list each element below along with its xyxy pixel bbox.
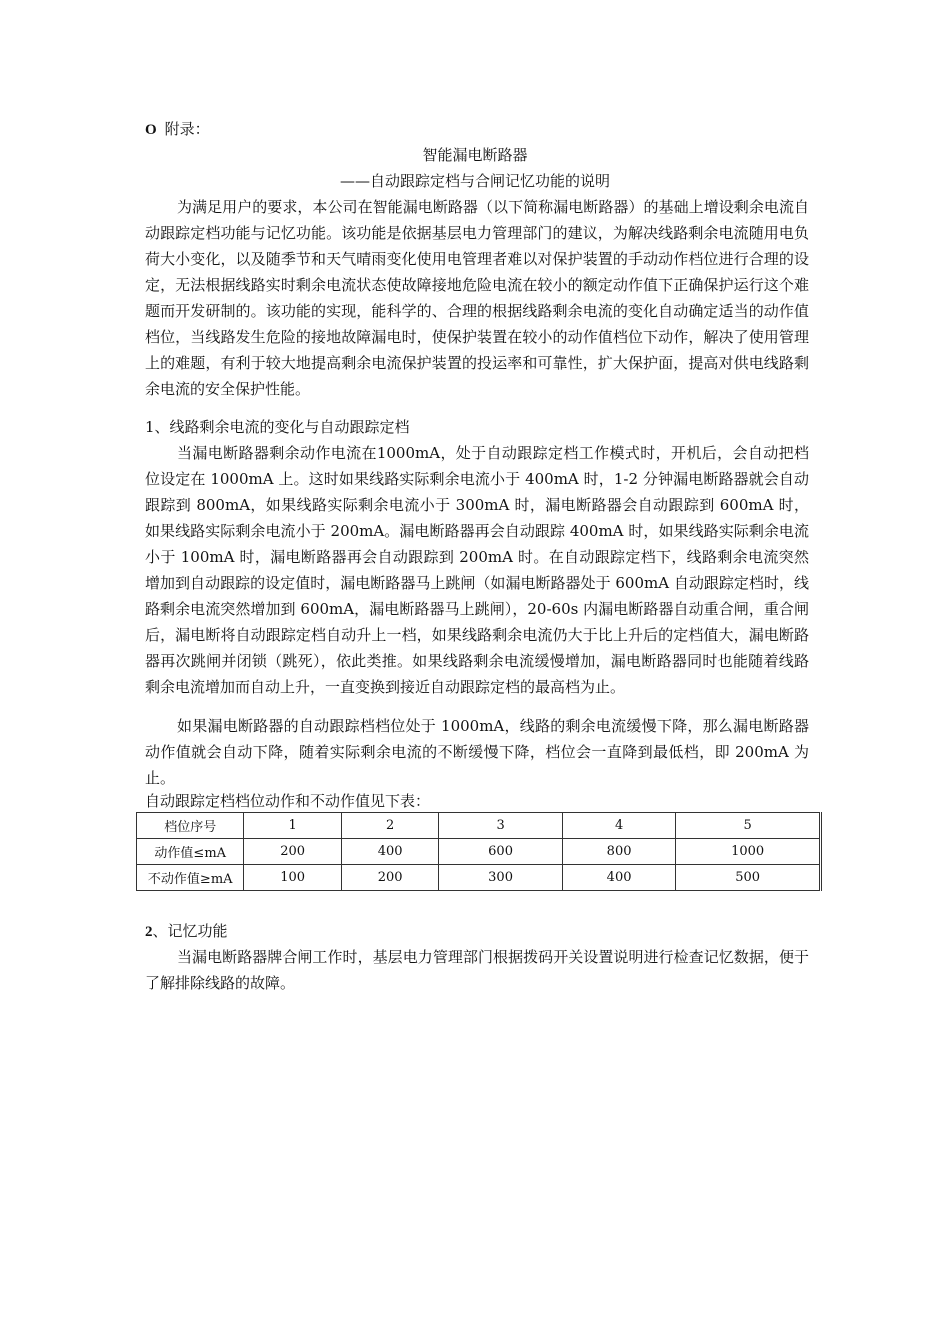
appendix-mark: O bbox=[145, 122, 157, 138]
appendix-heading bbox=[145, 116, 210, 143]
section1-paragraph2: 如果漏电断路器的自动跟踪档档位处于 1000mA，线路的剩余电流缓慢下降，那么漏电断路器动作值就会自动下降，随着实际剩余电流的不断缓慢下降，档位会一直降到最低档，即 200mA 为止。 bbox=[145, 717, 809, 787]
table-header-cell: 1 bbox=[244, 813, 341, 839]
table-header-cell: 2 bbox=[341, 813, 438, 839]
appendix-label: 附录： bbox=[164, 120, 210, 138]
section1-title: 1、线路剩余电流的变化与自动跟踪定档 bbox=[145, 418, 410, 436]
table-header-cell: 5 bbox=[676, 813, 821, 839]
table-cell: 200 bbox=[341, 865, 438, 891]
section2-number: 2 bbox=[145, 924, 153, 940]
table-cell: 200 bbox=[244, 839, 341, 865]
grade-table bbox=[136, 812, 822, 891]
section2-title-text: 、记忆功能 bbox=[152, 922, 228, 940]
intro-paragraph: 为满足用户的要求，本公司在智能漏电断路器（以下简称漏电断路器）的基础上增设剩余电流自动跟踪定档功能与记忆功能。该功能是依据基层电力管理部门的建议，为解决线路剩余电流随用电负荷大小变化，以及随季节和天气晴雨变化使用电管理者难以对保护装置的手动动作档位进行合理的设定，无法根据线路实时剩余电流状态使故障接地危险电流在较小的额定动作值下正确保护运行这个难题而开发研制的。该功能的实现，能科学的、合理的根据线路剩余电流的变化自动确定适当的动作值档位，当线路发生危险的接地故障漏电时，使保护装置在较小的动作值档位下动作，解决了使用管理上的难题，有利于较大地提高剩余电流保护装置的投运率和可靠性，扩大保护面，提高对供电线路剩余电流的安全保护性能。 bbox=[145, 198, 809, 398]
table-cell: 800 bbox=[562, 839, 675, 865]
table-cell: 300 bbox=[439, 865, 563, 891]
table-cell: 400 bbox=[341, 839, 438, 865]
table-cell: 500 bbox=[676, 865, 821, 891]
table-cell: 400 bbox=[562, 865, 675, 891]
section2-paragraph: 当漏电断路器牌合闸工作时，基层电力管理部门根据拨码开关设置说明进行检查记忆数据，便于了解排除线路的故障。 bbox=[145, 948, 809, 992]
table-header-cell: 3 bbox=[439, 813, 563, 839]
table-cell: 1000 bbox=[676, 839, 821, 865]
document-subtitle: ——自动跟踪定档与合闸记忆功能的说明 bbox=[339, 172, 610, 190]
section1-paragraph1: 当漏电断路器剩余动作电流在1000mA，处于自动跟踪定档工作模式时，开机后，会自动把档位设定在 1000mA 上。这时如果线路实际剩余电流小于 400mA 时，1-2 分钟漏电断路器就会自动跟踪到 800mA，如果线路实际剩余电流小于 300mA 时，漏电断路器会自动跟踪到 600mA 时，如果线路实际剩余电流小于 200mA。漏电断路器再会自动跟踪 400mA 时，如果线路实际剩余电流小于 100mA 时，漏电断路器再会自动跟踪到 200mA 时。在自动跟踪定档下，线路剩余电流突然增加到自动跟踪的设定值时，漏电断路器马上跳闸（如漏电断路器处于 600mA 自动跟踪定档时，线路剩余电流突然增加到 600mA，漏电断路器马上跳闸），20-60s 内漏电断路器自动重合闸，重合闸后，漏电断将自动跟踪定档自动升上一档，如果线路剩余电流仍大于比上升后的定档值大，漏电断路器再次跳闸并闭锁（跳死），依此类推。如果线路剩余电流缓慢增加，漏电断路器同时也能随着线路剩余电流增加而自动上升，一直变换到接近自动跟踪定档的最高档为止。 bbox=[145, 444, 809, 696]
table-header-label: 档位序号 bbox=[137, 813, 244, 839]
table-cell: 100 bbox=[244, 865, 341, 891]
table-header-cell: 4 bbox=[562, 813, 675, 839]
table-row-label: 不动作值≥mA bbox=[137, 865, 244, 891]
table-row bbox=[137, 865, 821, 891]
table-cell: 600 bbox=[439, 839, 563, 865]
table-row bbox=[137, 839, 821, 865]
table-row-label: 动作值≤mA bbox=[137, 839, 244, 865]
table-header-row bbox=[137, 813, 821, 839]
document-title: 智能漏电断路器 bbox=[422, 146, 528, 164]
section2-title bbox=[145, 918, 228, 945]
table-caption: 自动跟踪定档档位动作和不动作值见下表： bbox=[145, 792, 431, 810]
